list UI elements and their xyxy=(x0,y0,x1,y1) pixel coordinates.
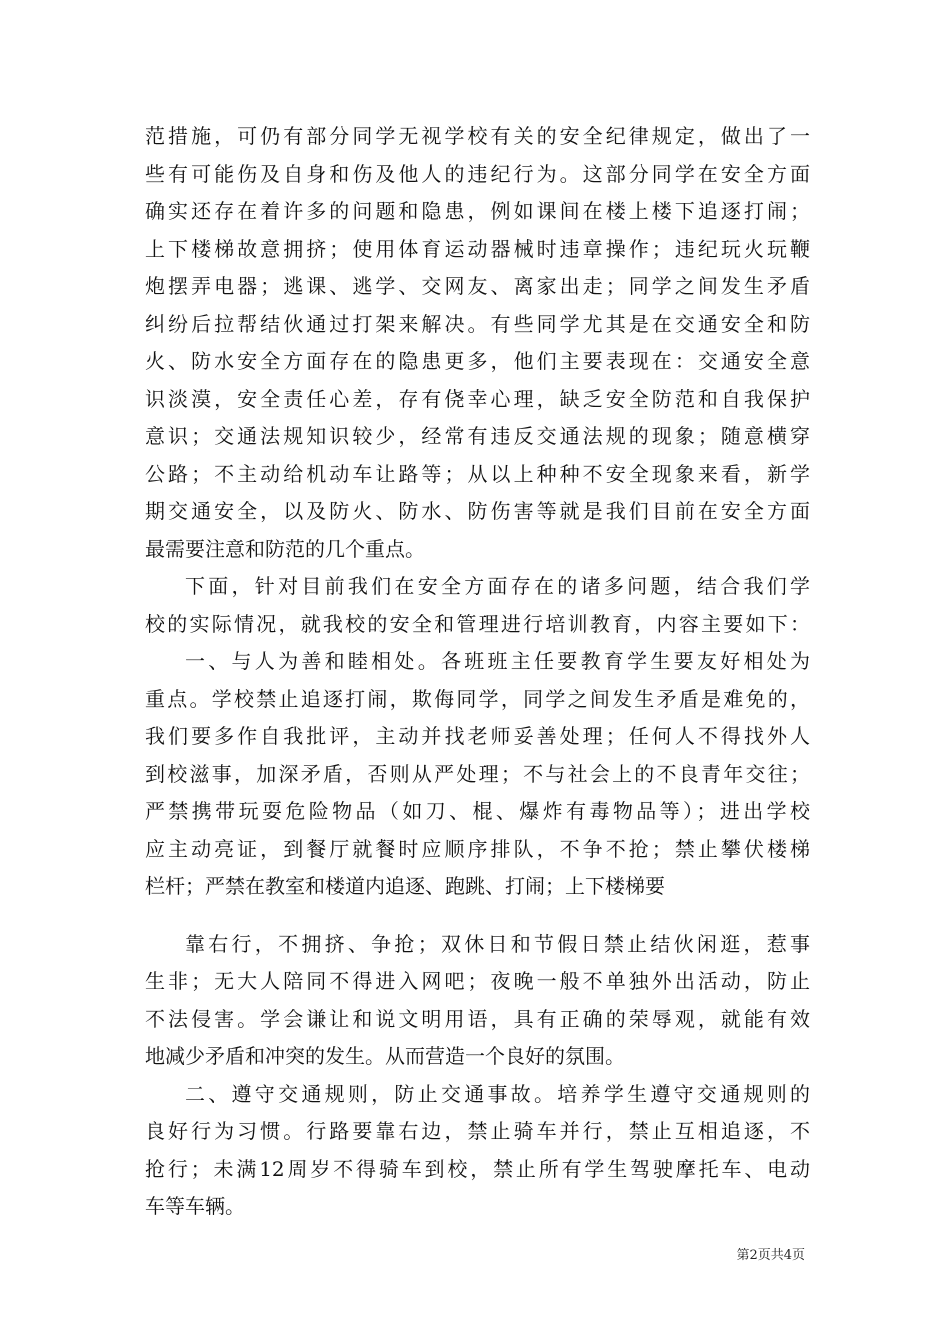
text-line: 范措施，可仍有部分同学无视学校有关的安全纪律规定，做出了一 xyxy=(145,124,810,148)
paragraph xyxy=(145,643,810,906)
text-line: 公路；不主动给机动车让路等；从以上种种不安全现象来看，新学 xyxy=(145,461,810,486)
text-line: 纠纷后拉帮结伙通过打架来解决。有些同学尤其是在交通安全和防 xyxy=(145,311,810,336)
text-line: 应主动亮证，到餐厅就餐时应顺序排队，不争不抢；禁止攀伏楼梯 xyxy=(145,836,810,861)
document-body xyxy=(145,118,810,1226)
page-number: 第2页共4页 xyxy=(736,1248,805,1263)
text-line: 确实还存在着许多的问题和隐患，例如课间在楼上楼下追逐打闹； xyxy=(145,199,810,223)
text-line: 一、与人为善和睦相处。各班班主任要教育学生要友好相处为 xyxy=(185,649,810,673)
text-line: 下面，针对目前我们在安全方面存在的诸多问题，结合我们学 xyxy=(185,574,810,598)
text-line: 栏杆；严禁在教室和楼道内追逐、跑跳、打闹；上下楼梯要 xyxy=(145,874,665,898)
paragraph xyxy=(145,118,810,568)
text-line: 识淡漠，安全责任心差，存有侥幸心理，缺乏安全防范和自我保护 xyxy=(145,386,810,411)
text-line: 靠右行，不拥挤、争抢；双休日和节假日禁止结伙闲逛，惹事 xyxy=(185,931,810,956)
text-line: 生非；无大人陪同不得进入网吧；夜晚一般不单独外出活动，防止 xyxy=(145,969,810,993)
text-line: 我们要多作自我批评，主动并找老师妥善处理；任何人不得找外人 xyxy=(145,724,810,748)
text-line: 不法侵害。学会谦让和说文明用语，具有正确的荣辱观，就能有效 xyxy=(145,1006,810,1031)
text-line: 期交通安全，以及防火、防水、防伤害等就是我们目前在安全方面 xyxy=(145,499,810,523)
text-line: 重点。学校禁止追逐打闹，欺侮同学，同学之间发生矛盾是难免的， xyxy=(145,686,810,711)
text-line: 校的实际情况，就我校的安全和管理进行培训教育，内容主要如下： xyxy=(145,611,810,636)
text-line: 严禁携带玩耍危险物品（如刀、棍、爆炸有毒物品等）；进出学校 xyxy=(145,799,810,823)
text-line: 到校滋事，加深矛盾，否则从严处理；不与社会上的不良青年交往； xyxy=(145,761,810,786)
text-line: 火、防水安全方面存在的隐患更多，他们主要表现在：交通安全意 xyxy=(145,349,810,373)
text-line: 地减少矛盾和冲突的发生。从而营造一个良好的氛围。 xyxy=(145,1044,625,1068)
text-line: 最需要注意和防范的几个重点。 xyxy=(145,536,425,561)
text-line: 良好行为习惯。行路要靠右边，禁止骑车并行，禁止互相追逐，不 xyxy=(145,1119,810,1143)
text-line: 二、遵守交通规则，防止交通事故。培养学生遵守交通规则的 xyxy=(185,1081,810,1106)
text-line: 车等车辆。 xyxy=(145,1194,245,1218)
paragraph xyxy=(145,568,810,643)
paragraph xyxy=(145,926,810,1076)
text-line: 意识；交通法规知识较少，经常有违反交通法规的现象；随意横穿 xyxy=(145,424,810,448)
text-line: 些有可能伤及自身和伤及他人的违纪行为。这部分同学在安全方面 xyxy=(145,161,810,186)
text-line: 上下楼梯故意拥挤；使用体育运动器械时违章操作；违纪玩火玩鞭 xyxy=(145,236,810,261)
text-line: 抢行；未满12周岁不得骑车到校，禁止所有学生驾驶摩托车、电动 xyxy=(145,1156,810,1181)
paragraph xyxy=(145,1076,810,1226)
text-line: 炮摆弄电器；逃课、逃学、交网友、离家出走；同学之间发生矛盾 xyxy=(145,274,810,298)
paragraph-gap xyxy=(145,906,810,926)
